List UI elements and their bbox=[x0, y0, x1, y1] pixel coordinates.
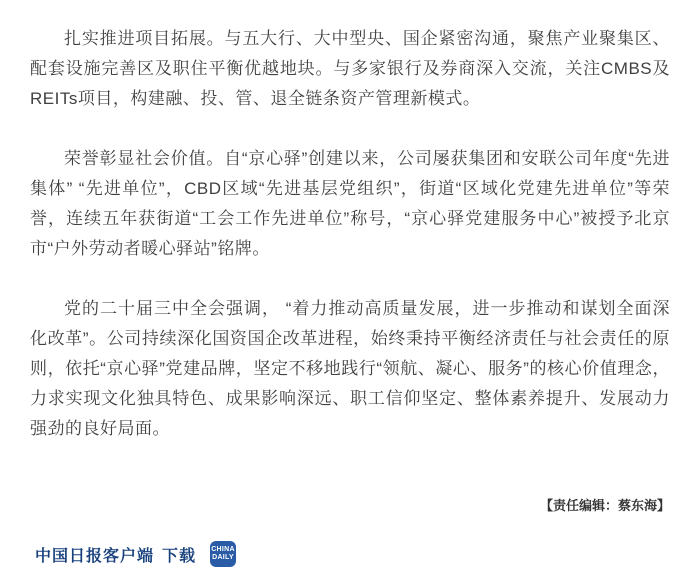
china-daily-logo-icon[interactable] bbox=[210, 541, 236, 567]
logo-text-line1: CHINA bbox=[211, 545, 235, 554]
article-paragraph: 党的二十届三中全会强调， “着力推动高质量发展，进一步推动和谋划全面深化改革”。公司持续深化国资国企改革进程，始终秉持平衡经济责任与社会责任的原则，依托“京心驿”党建品牌，坚定不移地践行“领航、凝心、服务”的核心价值理念，力求实现文化独具特色、成果影响深远、职工信仰坚定、整体素养提升、发展动力强劲的良好局面。 bbox=[30, 299, 670, 438]
logo-text-line2: DAILY bbox=[212, 553, 234, 562]
app-download-link[interactable] bbox=[35, 541, 236, 567]
article-paragraph: 扎实推进项目拓展。与五大行、大中型央、国企紧密沟通，聚焦产业聚集区、配套设施完善区及职住平衡优越地块。与多家银行及券商深入交流，关注CMBS及REITs项目，构建融、投、管、退全链条资产管理新模式。 bbox=[30, 29, 670, 108]
editor-credit: 【责任编辑：蔡东海】 bbox=[539, 498, 670, 513]
app-name-label[interactable]: 中国日报客户端 bbox=[35, 547, 155, 565]
article-paragraph: 荣誉彰显社会价值。自“京心驿”创建以来，公司屡获集团和安联公司年度“先进集体” “先进单位”，CBD区域“先进基层党组织”，街道“区域化党建先进单位”等荣誉，连续五年获街道“工会工作先进单位”称号，“京心驿党建服务中心”被授予北京市“户外劳动者暖心驿站”铭牌。 bbox=[30, 149, 670, 258]
app-download-bar bbox=[17, 541, 683, 573]
download-label[interactable]: 下载 bbox=[162, 547, 197, 565]
